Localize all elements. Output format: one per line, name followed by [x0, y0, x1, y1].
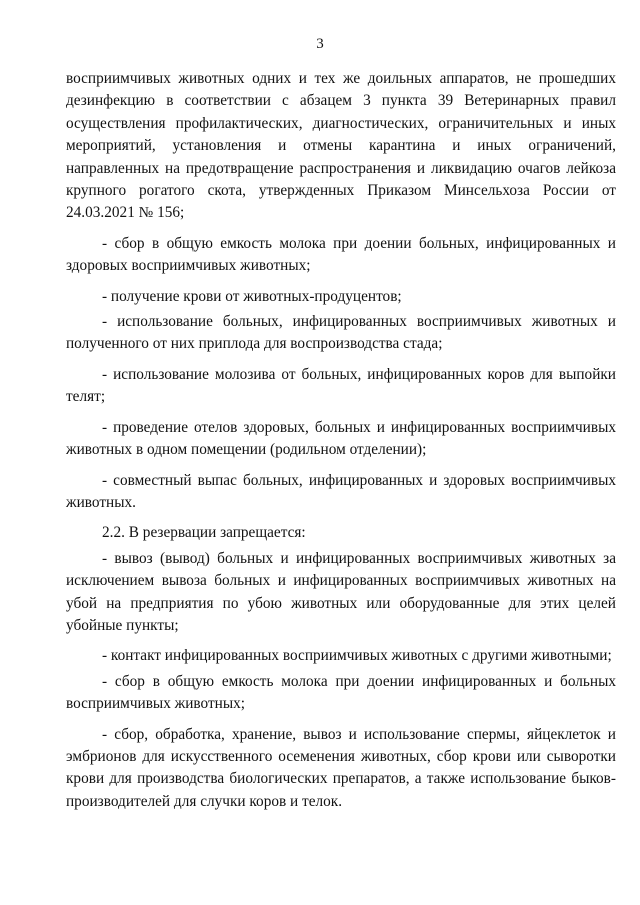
list-item-sperm-embryos: - сбор, обработка, хранение, вывоз и использование спермы, яйцеклеток и эмбрионов для искусственного осеменения животных, сбор крови или сыворотки крови для производства биологических препаратов, а также использование быков-производителей для случки коров и телок.	[66, 725, 616, 810]
page-number: 3	[316, 36, 324, 52]
list-item-milk-collection-reservation: - сбор в общую емкость молока при доении инфицированных и больных восприимчивых животных;	[66, 672, 616, 713]
list-item-colostrum-use: - использование молозива от больных, инфицированных коров для выпойки телят;	[66, 365, 616, 406]
list-item-breeding-use: - использование больных, инфицированных восприимчивых животных и полученного от них приплода для воспроизводства стада;	[66, 313, 616, 353]
list-item-blood-collection: - получение крови от животных-продуцентов;	[102, 287, 402, 305]
list-item-milk-collection: - сбор в общую емкость молока при доении больных, инфицированных и здоровых восприимчивых животных;	[66, 234, 616, 275]
list-item-removal: - вывоз (вывод) больных и инфицированных восприимчивых животных за исключением вывоза больных и инфицированных восприимчивых животных на убой на предприятия по убою животных или оборудованные для этих целей убойные пункты;	[66, 549, 616, 634]
list-item-grazing: - совместный выпас больных, инфицированных и здоровых восприимчивых животных.	[66, 471, 616, 511]
paragraph-continuation: восприимчивых животных одних и тех же доильных аппаратов, не прошедших дезинфекцию в соответствии с абзацем 3 пункта 39 Ветеринарных правил осуществления профилактических, диагностических, ограничительных и иных мероприятий, установления и отмены карантина и иных ограничений, направленных на предотвращение распространения и ликвидацию очагов лейкоза крупного рогатого скота, утвержденных Приказом Минсельхоза России от 24.03.2021 № 156;	[66, 70, 616, 222]
list-item-contact: - контакт инфицированных восприимчивых животных с другими животными;	[102, 647, 612, 665]
section-heading-2-2: 2.2. В резервации запрещается:	[102, 524, 306, 542]
document-body	[66, 68, 616, 821]
list-item-calving: - проведение отелов здоровых, больных и инфицированных восприимчивых животных в одном помещении (родильном отделении);	[66, 418, 616, 459]
